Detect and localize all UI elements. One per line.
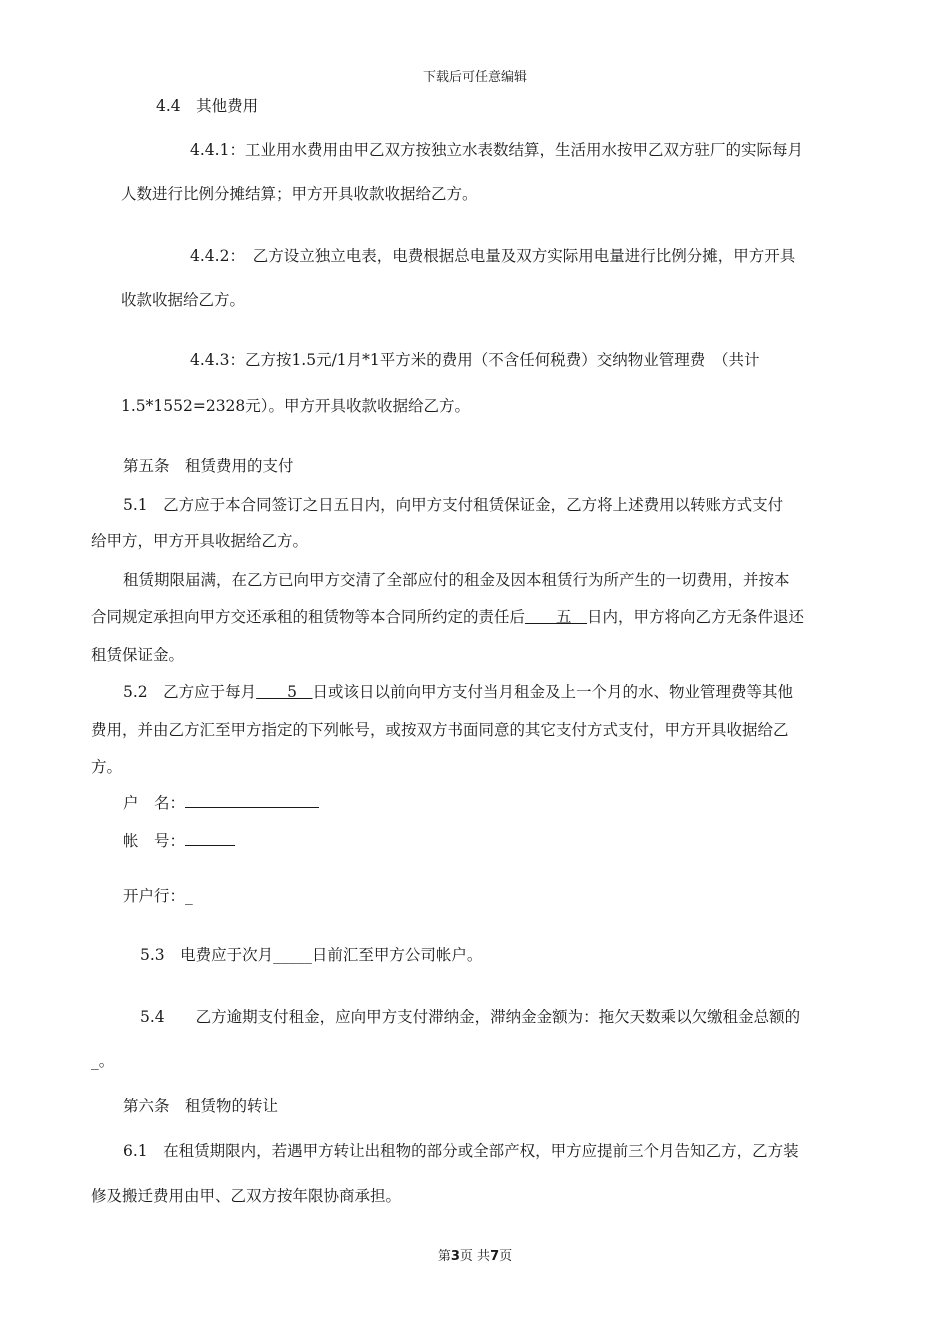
total-page-number: 7 (490, 1249, 500, 1264)
deposit-return-line3: 租赁保证金。 (91, 646, 185, 664)
deposit-return-text-a: 合同规定承担向甲方交还承租的租赁物等本合同所约定的责任后 (91, 608, 526, 626)
article-6-title: 第六条 租赁物的转让 (123, 1097, 279, 1115)
clause-5-2-line2: 费用，并由乙方汇至甲方指定的下列帐号，或按双方书面同意的其它支付方式支付，甲方开具收据给乙 (91, 721, 789, 739)
clause-4-4-3-line2: 1.5*1552=2328元）。甲方开具收款收据给乙方。 (121, 397, 471, 415)
article-5-title: 第五条 租赁费用的支付 (123, 457, 294, 475)
clause-5-1-line2: 给甲方，甲方开具收据给乙方。 (91, 532, 309, 550)
clause-5-3-text-a: 5.3 电费应于次月 (140, 946, 274, 964)
footer-prefix: 第 (437, 1249, 451, 1264)
clause-6-1-line2: 修及搬迁费用由甲、乙双方按年限协商承担。 (91, 1187, 402, 1205)
account-number-label: 帐 号： (123, 832, 186, 850)
clause-5-3-text-b: 日前汇至甲方公司帐户。 (311, 946, 483, 964)
clause-5-2-text-b: 日或该日以前向甲方支付当月租金及上一个月的水、物业管理费等其他 (312, 683, 794, 701)
clause-5-4-line1: 5.4 乙方逾期支付租金，应向甲方支付滞纳金，滞纳金金额为：拖欠天数乘以欠缴租金总额的 (140, 1008, 801, 1026)
footer-suffix: 页 (499, 1249, 513, 1264)
clause-4-4-1-line1: 4.4.1：工业用水费用由甲乙双方按独立水表数结算，生活用水按甲乙双方驻厂的实际每月 (190, 141, 803, 159)
account-name-label: 户 名： (123, 794, 186, 812)
footer-middle: 页 共 (459, 1249, 491, 1264)
payment-day-blank: 5 (256, 683, 313, 701)
clause-5-1-line1: 5.1 乙方应于本合同签订之日五日内，向甲方支付租赁保证金，乙方将上述费用以转账方式支付 (123, 496, 784, 514)
deposit-return-line1: 租赁期限届满，在乙方已向甲方交清了全部应付的租金及因本租赁行为所产生的一切费用，并按本 (123, 571, 790, 589)
account-name-blank (185, 793, 319, 808)
clause-5-2-line1 (123, 682, 793, 702)
deposit-return-line2 (91, 607, 804, 627)
account-number-row (123, 831, 235, 851)
clause-5-2-text-a: 5.2 乙方应于每月 (123, 683, 257, 701)
account-name-row (123, 793, 319, 813)
clause-4-4-2-line2: 收款收据给乙方。 (121, 291, 246, 309)
clause-5-2-line3: 方。 (91, 758, 123, 776)
bank-row: 开户行：_ (123, 887, 193, 905)
account-number-blank (185, 831, 235, 846)
electricity-day-blank: _____ (273, 946, 312, 964)
page-footer (0, 1245, 950, 1264)
clause-5-4-line2: _。 (91, 1052, 115, 1070)
clause-5-3 (140, 945, 482, 965)
current-page-number: 3 (450, 1249, 460, 1264)
deposit-return-text-b: 日内，甲方将向乙方无条件退还 (587, 608, 805, 626)
section-4-4-title: 4.4 其他费用 (156, 97, 259, 115)
clause-4-4-1-line2: 人数进行比例分摊结算；甲方开具收款收据给乙方。 (121, 185, 478, 203)
clause-4-4-3-line1: 4.4.3：乙方按1.5元/1月*1平方米的费用（不含任何税费）交纳物业管理费 （共计 (190, 351, 760, 369)
page-header: 下载后可任意编辑 (422, 70, 527, 85)
deposit-days-blank: 五 (525, 608, 588, 626)
clause-4-4-2-line1: 4.4.2： 乙方设立独立电表，电费根据总电量及双方实际用电量进行比例分摊，甲方开具 (190, 247, 796, 265)
clause-6-1-line1: 6.1 在租赁期限内，若遇甲方转让出租物的部分或全部产权，甲方应提前三个月告知乙方，乙方装 (123, 1142, 799, 1160)
